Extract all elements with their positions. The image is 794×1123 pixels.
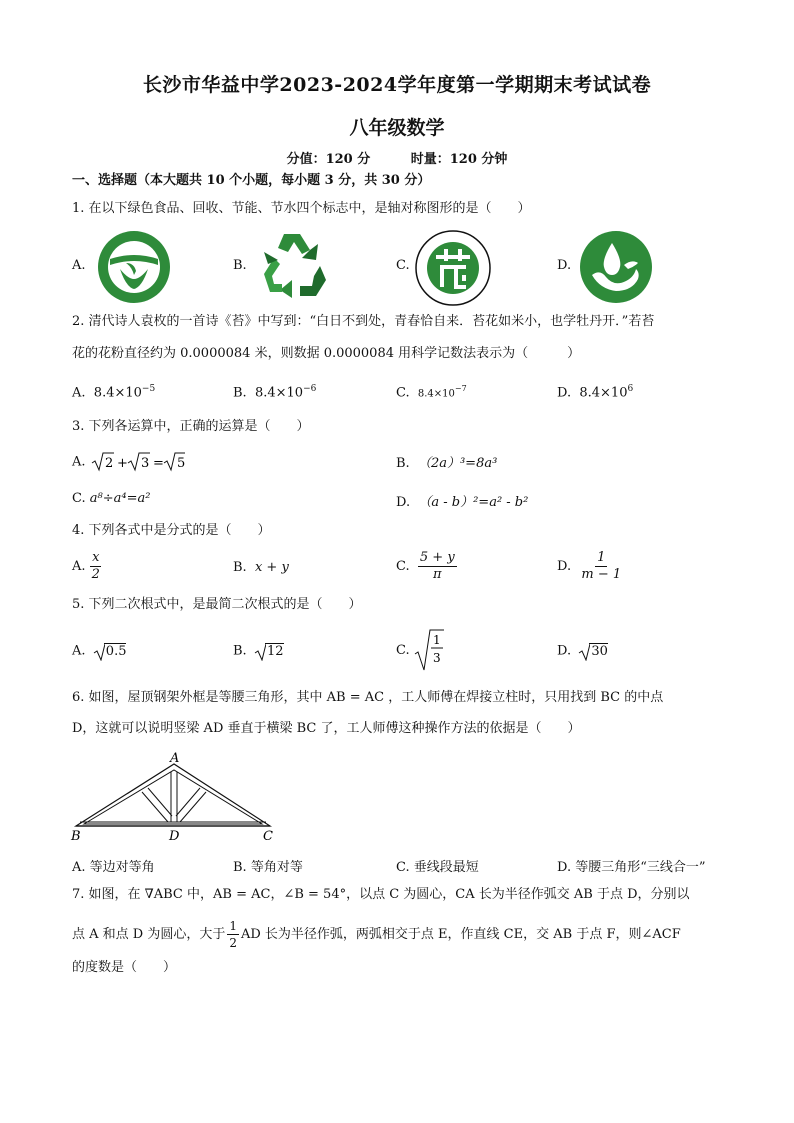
- point-d-label: D: [169, 829, 180, 844]
- q5-d-radical-sign: [578, 643, 590, 661]
- q3-option-d-label: D.: [396, 495, 411, 510]
- q4-option-b: [233, 560, 289, 575]
- point-b-label: B: [71, 829, 81, 844]
- q3-option-d: [396, 491, 528, 510]
- q3-c-expression: a⁸÷a⁴=a²: [89, 491, 151, 506]
- recycle-logo-icon: [254, 230, 328, 302]
- svg-text:1: 1: [433, 633, 441, 647]
- svg-text:5: 5: [176, 456, 185, 471]
- point-a-label: A: [170, 751, 180, 766]
- section-heading: 一、选择题（本大题共 10 个小题，每小题 3 分，共 30 分）: [72, 173, 431, 188]
- q6-option-a: A. 等边对等角: [72, 860, 155, 875]
- question-2-stem-line1: 2. 清代诗人袁枚的一首诗《苔》中写到：“白日不到处，青春恰自来．苔花如米小，也学牡丹开．”若苔: [72, 314, 655, 329]
- q1-option-a-label: A.: [72, 258, 86, 273]
- q5-a-radicand: 0.5: [105, 644, 127, 659]
- green-food-logo-icon: [96, 229, 172, 305]
- q5-b-radical-sign: [254, 643, 266, 661]
- svg-text:3: 3: [433, 651, 441, 665]
- q2-option-a: [72, 384, 155, 400]
- exam-meta: [0, 148, 794, 167]
- q2-option-d: [557, 384, 633, 400]
- question-6-stem-line1: 6. 如图，屋顶钢架外框是等腰三角形，其中 AB = AC ，工人师傅在焊接立柱时，只用找到 BC 的中点: [72, 690, 664, 705]
- q4-option-b-label: B.: [233, 560, 247, 575]
- q5-b-radicand: 12: [266, 644, 284, 659]
- roof-truss-figure: [66, 750, 286, 846]
- energy-saving-logo-icon: [414, 229, 492, 307]
- question-7-stem-line2: [72, 918, 681, 951]
- q5-option-a-label: A.: [72, 643, 86, 659]
- q6-option-b: B. 等角对等: [233, 860, 303, 875]
- q5-option-d-label: D.: [557, 643, 572, 659]
- q7-half-fraction: $\frac{1}{2}$: [229, 919, 237, 950]
- question-2-stem-line2: 花的花粉直径约为 0.0000084 米，则数据 0.0000084 用科学记数法表示为（ ）: [72, 346, 581, 361]
- q2-option-a-label: A.: [72, 385, 86, 401]
- q4-option-a-label: A.: [72, 559, 86, 574]
- question-5-stem: 5. 下列二次根式中，是最简二次根式的是（ ）: [72, 597, 362, 612]
- q2-d-mantissa: 8.4×10: [579, 385, 628, 401]
- q5-d-radicand: 30: [591, 644, 608, 659]
- exam-title: 长沙市华益中学2023-2024学年度第一学期期末考试试卷: [142, 74, 652, 96]
- q3-d-expression: （a - b）²=a² - b²: [418, 495, 529, 510]
- q2-b-exponent: −6: [303, 384, 317, 394]
- q4-d-fraction: $\frac{1}{m - 1}$: [581, 550, 622, 582]
- time-info: 时量：120 分钟: [410, 152, 508, 167]
- q3-option-c: [72, 491, 150, 506]
- q4-option-d-label: D.: [557, 559, 572, 574]
- q2-option-d-label: D.: [557, 385, 572, 401]
- exam-subtitle: 八年级数学: [349, 117, 445, 139]
- question-7-stem-line1: 7. 如图，在 ∇ABC 中，AB = AC，∠B = 54°，以点 C 为圆心，CA 长为半径作弧交 AB 于点 D，分别以: [72, 887, 690, 902]
- question-6-stem-line2: D，这就可以说明竖梁 AD 垂直于横梁 BC 了，工人师傅这种操作方法的依据是（ ）: [72, 721, 581, 736]
- svg-text:2: 2: [104, 456, 113, 471]
- q2-d-exponent: 6: [627, 384, 634, 394]
- q1-option-b-label: B.: [233, 258, 247, 273]
- q6-option-d: D. 等腰三角形“三线合一”: [557, 860, 706, 875]
- q3-option-a-label: A.: [72, 454, 86, 470]
- question-7-stem-line3: 的度数是（ ）: [72, 960, 177, 975]
- q3-option-b: [396, 452, 497, 471]
- q6-option-c: C. 垂线段最短: [396, 860, 479, 875]
- q2-option-b: [233, 384, 316, 400]
- point-c-label: C: [263, 829, 273, 844]
- q2-b-mantissa: 8.4×10: [254, 385, 304, 401]
- q5-c-expression: [414, 628, 446, 672]
- q2-option-c-label: C.: [396, 385, 410, 401]
- q2-option-b-label: B.: [233, 385, 247, 401]
- q2-c-exponent: −7: [454, 384, 467, 393]
- q5-option-b-label: B.: [233, 643, 247, 659]
- question-3-stem: 3. 下列各运算中，正确的运算是（ ）: [72, 419, 310, 434]
- water-saving-logo-icon: [578, 229, 654, 305]
- q3-b-expression: （2a）³=8a³: [417, 456, 498, 471]
- q4-option-a: [72, 550, 102, 583]
- q2-a-mantissa: 8.4×10: [93, 385, 142, 401]
- svg-text:+: +: [116, 456, 128, 471]
- q4-option-c-label: C.: [396, 559, 410, 574]
- q5-option-c-label: C.: [396, 643, 410, 658]
- question-4-stem: 4. 下列各式中是分式的是（ ）: [72, 523, 271, 538]
- q4-a-fraction: $\frac{x}{2}$: [91, 550, 100, 582]
- svg-text:3: 3: [140, 456, 149, 471]
- q7-line2-part1: 点 A 和点 D 为圆心，大于: [72, 926, 226, 942]
- q2-option-c: [396, 384, 467, 400]
- q5-a-radical-sign: [93, 643, 105, 661]
- q4-c-fraction: $\frac{5 + y}{\pi}$: [419, 550, 455, 582]
- q4-option-c: [396, 550, 457, 583]
- score-info: 分值：120 分: [286, 152, 371, 167]
- q3-option-a: [72, 451, 186, 473]
- q3-option-c-label: C.: [72, 491, 86, 506]
- question-1-stem: 1. 在以下绿色食品、回收、节能、节水四个标志中，是轴对称图形的是（ ）: [72, 201, 531, 216]
- q3-option-b-label: B.: [396, 456, 410, 471]
- svg-text:=: =: [152, 456, 164, 471]
- q1-option-c-label: C.: [396, 258, 410, 273]
- q4-option-d: [557, 550, 623, 583]
- q7-line2-part2: AD 长为半径作弧，两弧相交于点 E，作直线 CE，交 AB 于点 F，则∠ACF: [240, 926, 681, 942]
- q1-option-d-label: D.: [557, 258, 572, 273]
- q2-a-exponent: −5: [141, 384, 156, 394]
- q3-a-expression: [90, 451, 186, 473]
- q2-c-mantissa: 8.4×10: [417, 388, 455, 400]
- q4-b-expression: x + y: [254, 560, 289, 575]
